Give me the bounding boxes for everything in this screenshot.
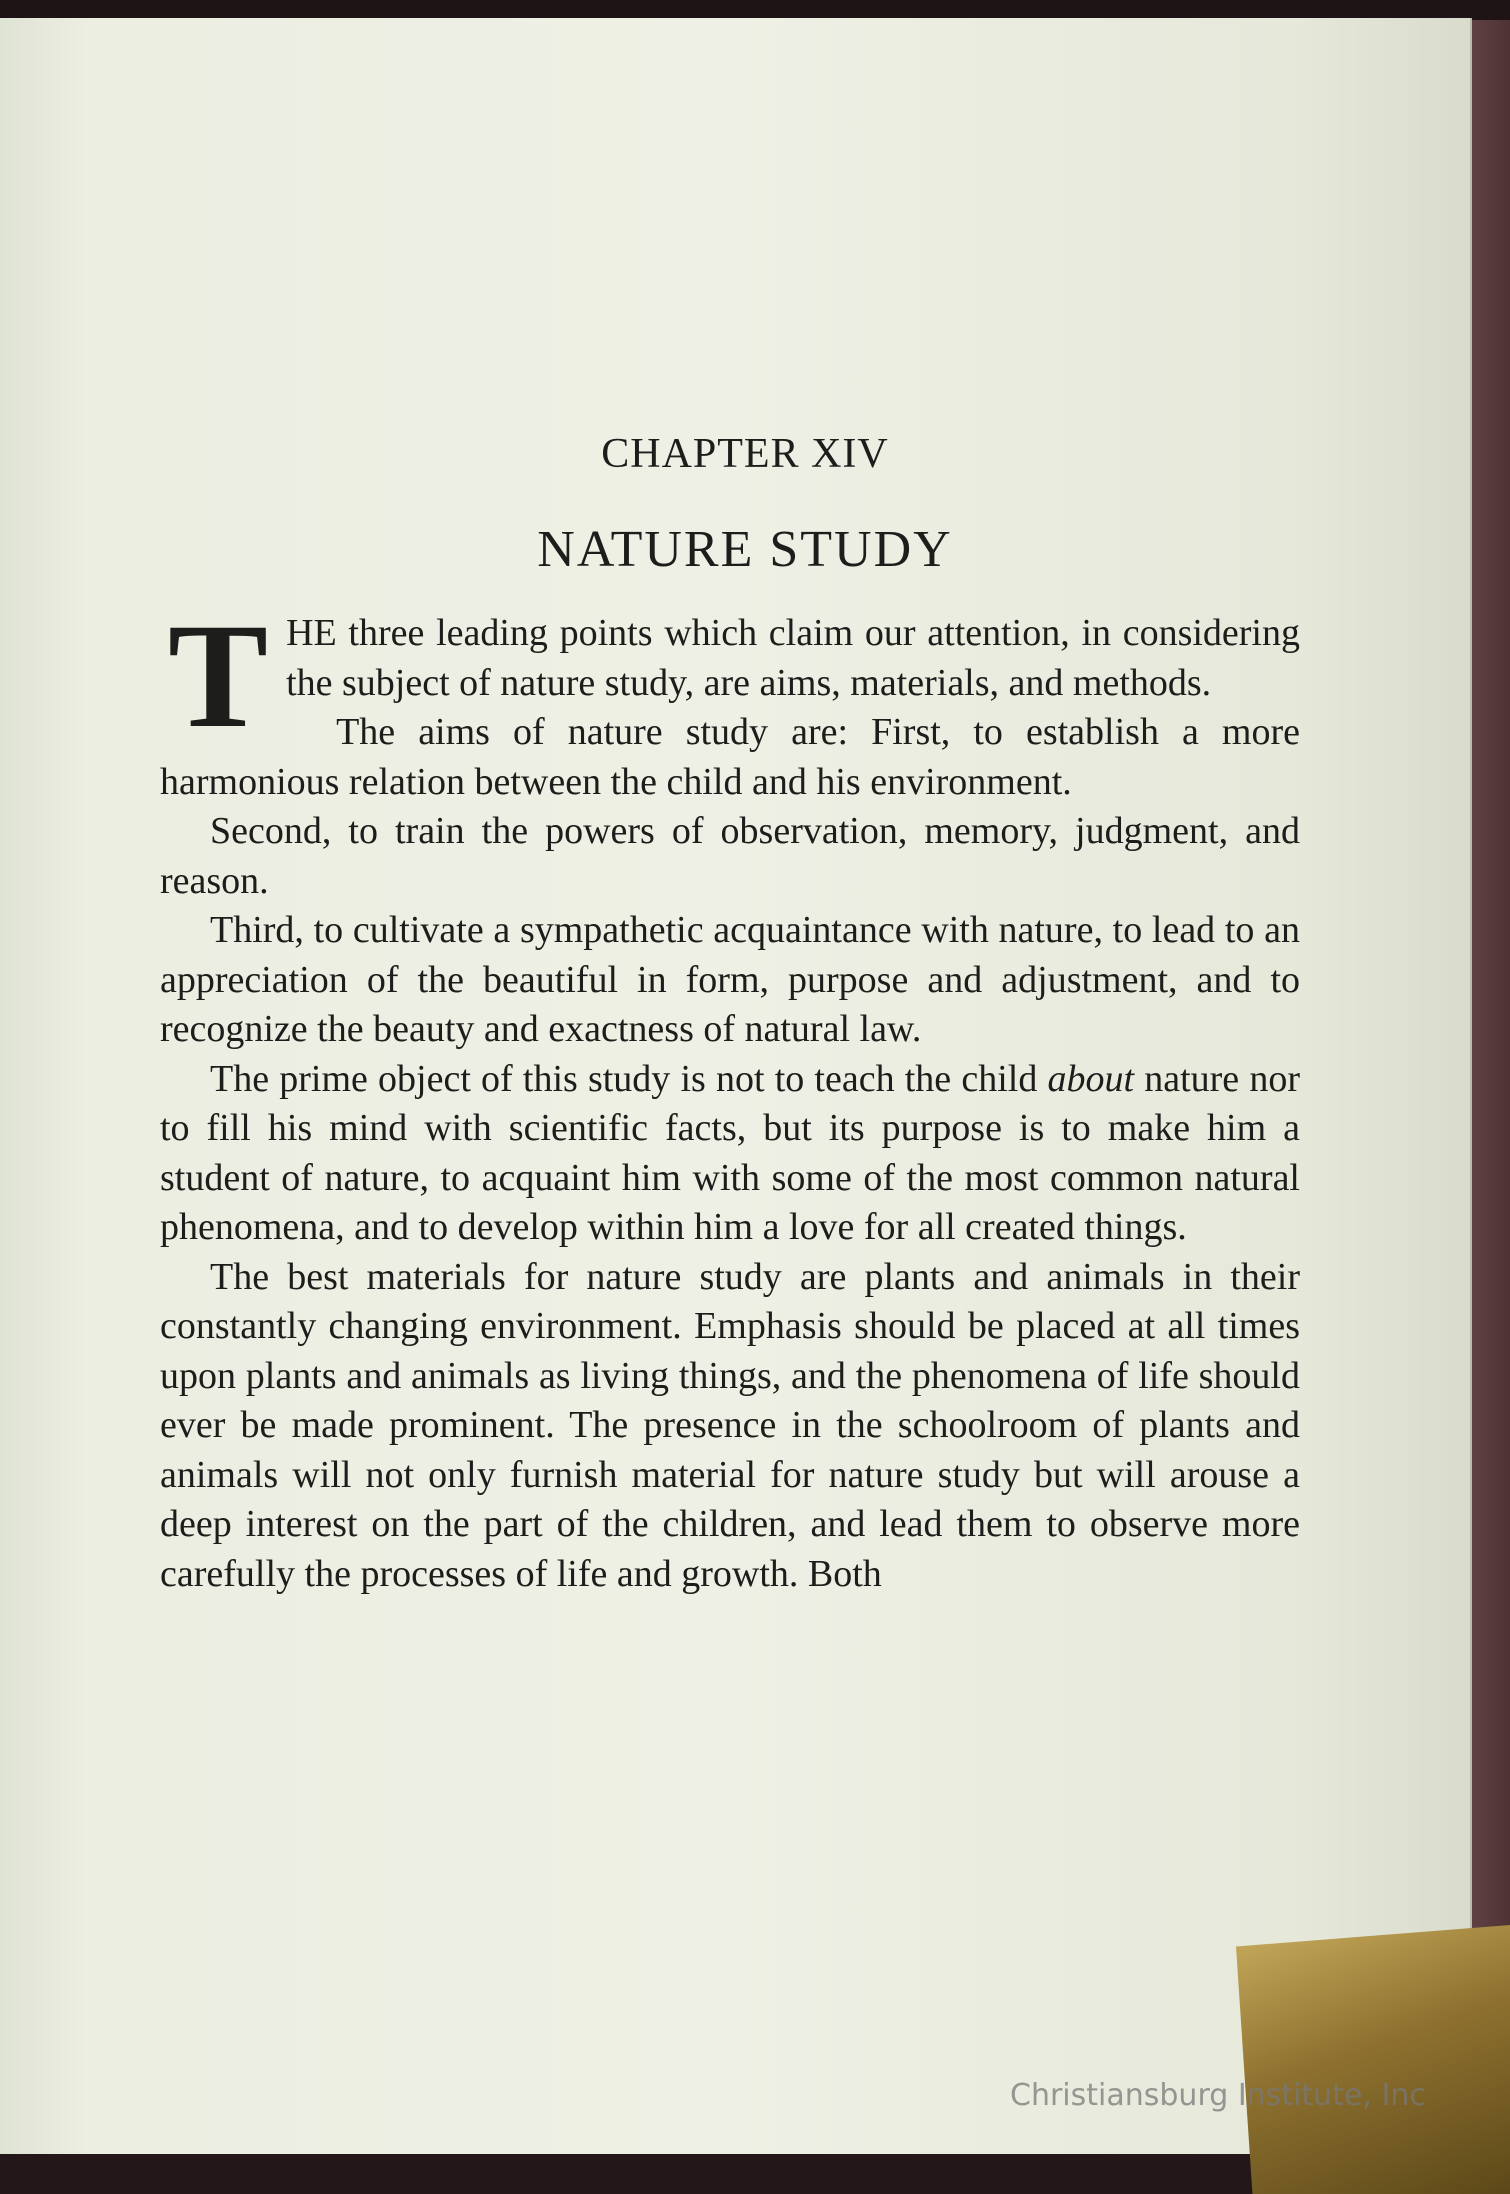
drop-cap: T bbox=[168, 593, 269, 759]
prime-object-text-b: nature nor to fill his mind with scientific facts, but its purpose is to make him a student of nature, to acquaint him with some of the most common natural phenomena, and to develop within him a love for all created things. bbox=[160, 1057, 1300, 1248]
chapter-label: CHAPTER XIV bbox=[601, 431, 889, 477]
intro-text: HE three leading points which claim our attention, in considering the subject of nature study, are aims, materials, and methods. bbox=[286, 612, 1300, 704]
gold-corner-object bbox=[1236, 1925, 1510, 2194]
watermark: Christiansburg Institute, Inc bbox=[1010, 2078, 1426, 2113]
chapter-title: NATURE STUDY bbox=[537, 521, 953, 578]
paragraph-second: Second, to train the powers of observation, memory, judgment, and reason. bbox=[160, 810, 1300, 902]
paragraph-prime-object bbox=[160, 1055, 1300, 1253]
paragraph-aims: The aims of nature study are: First, to establish a more harmonious relation between the child and his environment. bbox=[160, 711, 1300, 803]
paragraph-materials: The best materials for nature study are plants and animals in their constantly changing environment. Emphasis should be placed at all times upon plants and animals as living things, and the phenomena of life should ever be made prominent. The presence in the schoolroom of plants and animals will not only furnish material for nature study but will arouse a deep interest on the part of the children, and lead them to observe more carefully the processes of life and growth. Both bbox=[160, 1255, 1300, 1595]
paragraph-third: Third, to cultivate a sympathetic acquaintance with nature, to lead to an appreciation of the beautiful in form, purpose and adjustment, and to recognize the beauty and exactness of natural law. bbox=[160, 909, 1300, 1050]
prime-object-text-a: The prime object of this study is not to teach the child bbox=[210, 1057, 1048, 1100]
page-text bbox=[160, 430, 1300, 1599]
italic-about: about bbox=[1047, 1057, 1135, 1100]
